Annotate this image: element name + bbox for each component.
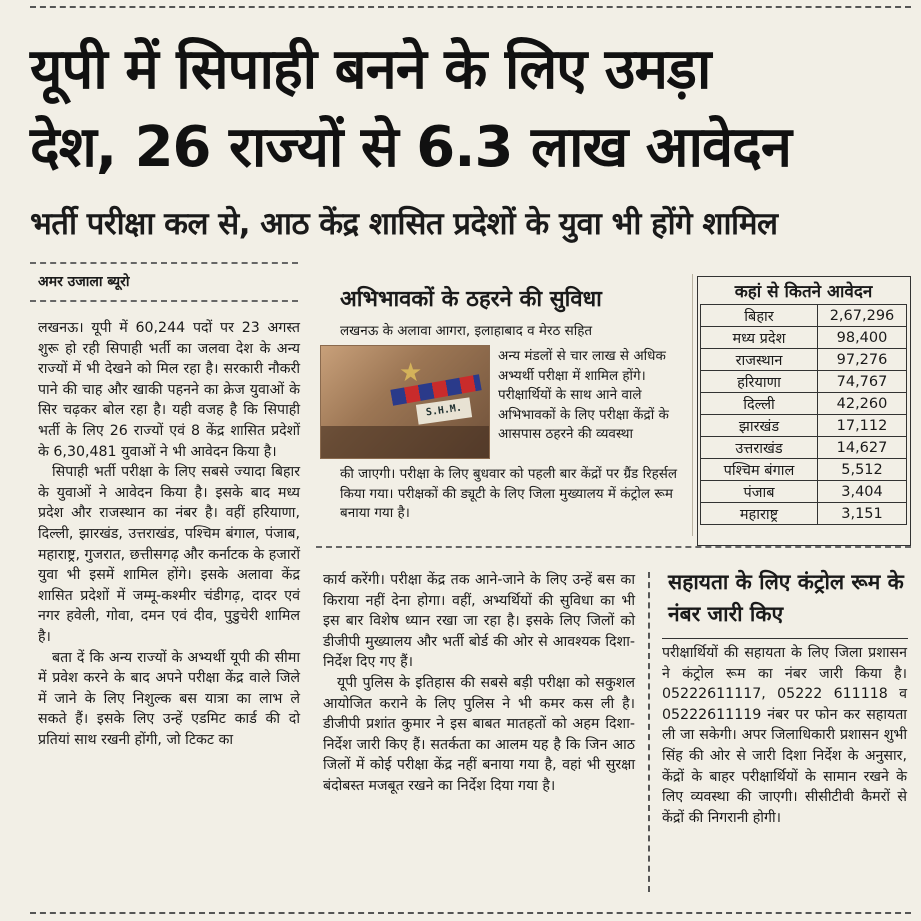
table-row xyxy=(701,305,907,327)
paragraph: परीक्षार्थियों की सहायता के लिए जिला प्रशासन ने कंट्रोल रूम का नंबर जारी किया है। 05222611117, 05222 611118 व 05222611119 नंबर पर फोन कर सहायता ली जा सकेगी। अपर जिलाधिकारी प्रशासन शुभी सिंह की ओर से जारी दिशा निर्देश के अनुसार, केंद्रों के बाहर परीक्षार्थियों के सामान रखने के लिए व्यवस्था की जाएगी। सीसीटीवी कैमरों से केंद्रों की निगरानी होगी। xyxy=(662,645,907,826)
top-dashed-rule xyxy=(30,6,911,8)
table-row xyxy=(701,437,907,459)
table-row xyxy=(701,393,907,415)
state-cell: राजस्थान xyxy=(701,349,818,371)
paragraph: कार्य करेंगी। परीक्षा केंद्र तक आने-जाने के लिए उन्हें बस का किराया नहीं देना होगा। वहीं, अभ्यर्थियों की सुविधा का भी इस बार विशेष ध्यान रखा जा रहा है। इसके लिए जिलों को डीजीपी मुख्यालय और भर्ती बोर्ड की ओर से आवश्यक दिशा-निर्देश दिए गए हैं। xyxy=(323,572,635,671)
paragraph: बता दें कि अन्य राज्यों के अभ्यर्थी यूपी की सीमा में प्रवेश करने के बाद अपने परीक्षा केंद्र वाले जिले में जाने के लिए निशुल्क बस यात्रा का लाभ ले सकते हैं। इसके लिए उन्हें एडमिट कार्ड की दो प्रतियां साथ रखनी होंगी, जो टिकट का xyxy=(38,649,300,748)
control-room-title: सहायता के लिए कंट्रोल रूम के नंबर जारी किए xyxy=(668,570,904,626)
state-cell: बिहार xyxy=(701,305,818,327)
state-cell: मध्य प्रदेश xyxy=(701,327,818,349)
count-cell: 3,404 xyxy=(818,481,907,503)
count-cell: 14,627 xyxy=(818,437,907,459)
headline-line-1: यूपी में सिपाही बनने के लिए उमड़ा xyxy=(30,37,711,102)
table-row xyxy=(701,327,907,349)
count-cell: 97,276 xyxy=(818,349,907,371)
paragraph: लखनऊ। यूपी में 60,244 पदों पर 23 अगस्त शुरू हो रही सिपाही भर्ती का जलवा देश के अन्य राज्यों में भी देखने को मिल रहा है। सरकारी नौकरी पाने की चाह और खाकी पहनने का क्रेज युवाओं के सिर चढ़कर बोल रहा है। यही वजह है कि सिपाही भर्ती के लिए 26 राज्यों एवं 8 केंद्र शासित प्रदेशों के 6,30,481 युवाओं ने भी आवेदन किया है। xyxy=(38,320,300,460)
count-cell: 74,767 xyxy=(818,371,907,393)
parents-box-text-continued: की जाएगी। परीक्षा के लिए बुधवार को पहली बार केंद्रों पर ग्रैंड रिहर्सल किया गया। परीक्षकों की ड्यूटी के लिए जिला मुख्यालय में कंट्रोल रूम बनाया गया है। xyxy=(340,466,678,522)
applications-table xyxy=(700,279,907,525)
police-uniform-photo xyxy=(320,345,490,459)
parents-box-lead: लखनऊ के अलावा आगरा, इलाहाबाद व मेरठ सहित xyxy=(340,323,593,339)
table-row xyxy=(701,371,907,393)
subheadline: भर्ती परीक्षा कल से, आठ केंद्र शासित प्रदेशों के युवा भी होंगे शामिल xyxy=(30,206,778,242)
state-cell: झारखंड xyxy=(701,415,818,437)
paragraph: सिपाही भर्ती परीक्षा के लिए सबसे ज्यादा बिहार के युवाओं ने आवेदन किया है। इसके बाद मध्य प्रदेश और राजस्थान का नंबर है। वहीं हरियाणा, दिल्ली, झारखंड, उत्तराखंड, पश्चिम बंगाल, पंजाब, महाराष्ट्र, गुजरात, छत्तीसगढ़ और कर्नाटक के हजारों युवा भी इसमें शामिल होंगे। इसके अलावा केंद्र शासित प्रदेशों में जम्मू-कश्मीर चंडीगढ़, दादर एवं नगर हवेली, गोवा, दमन एवं दीव, पुडुचेरी शामिल है। xyxy=(38,464,300,645)
control-room-rule xyxy=(662,638,908,639)
table-row xyxy=(701,349,907,371)
state-cell: पंजाब xyxy=(701,481,818,503)
state-cell: हरियाणा xyxy=(701,371,818,393)
bottom-dashed-rule xyxy=(30,912,911,914)
count-cell: 3,151 xyxy=(818,503,907,525)
state-cell: महाराष्ट्र xyxy=(701,503,818,525)
table-row xyxy=(701,481,907,503)
count-cell: 42,260 xyxy=(818,393,907,415)
photo-shadow xyxy=(321,426,490,459)
state-cell: उत्तराखंड xyxy=(701,437,818,459)
paragraph: यूपी पुलिस के इतिहास की सबसे बड़ी परीक्षा को सकुशल आयोजित कराने के लिए पुलिस ने भी कमर कस ली है। डीजीपी प्रशांत कुमार ने इस बाबत मातहतों को अहम दिशा-निर्देश जारी किए हैं। सतर्कता का आलम यह है कि जिन आठ जिलों में कोई परीक्षा केंद्र नहीं बनाया गया है, वहां भी सुरक्षा बंदोबस्त मजबूत रखने का निर्देश दिया गया है। xyxy=(323,674,635,794)
control-room-text-column xyxy=(662,643,907,828)
count-cell: 98,400 xyxy=(818,327,907,349)
name-badge: S.H.M. xyxy=(416,397,472,424)
parents-box-title: अभिभावकों के ठहरने की सुविधा xyxy=(340,287,602,312)
sidebar-divider xyxy=(648,572,650,892)
article-column-2 xyxy=(323,570,635,797)
table-row xyxy=(701,503,907,525)
table-row xyxy=(701,459,907,481)
count-cell: 17,112 xyxy=(818,415,907,437)
headline-line-2: देश, 26 राज्यों से 6.3 लाख आवेदन xyxy=(30,115,791,180)
table-row xyxy=(701,415,907,437)
state-cell: पश्चिम बंगाल xyxy=(701,459,818,481)
byline-rule-bottom xyxy=(30,300,298,302)
star-insignia-icon: ★ xyxy=(399,358,423,388)
count-cell: 2,67,296 xyxy=(818,305,907,327)
state-cell: दिल्ली xyxy=(701,393,818,415)
section-dashed-rule xyxy=(316,546,911,548)
byline: अमर उजाला ब्यूरो xyxy=(38,274,130,290)
count-cell: 5,512 xyxy=(818,459,907,481)
applications-table-title: कहां से कितने आवेदन xyxy=(734,282,873,302)
parents-box-text: अन्य मंडलों से चार लाख से अधिक अभ्यर्थी परीक्षा में शामिल होंगे। परीक्षार्थियों के साथ आने वाले अभिभावकों के लिए परीक्षा केंद्रों के आसपास ठहरने की व्यवस्था xyxy=(498,348,669,443)
article-column-1 xyxy=(38,318,300,750)
byline-rule xyxy=(30,262,298,264)
